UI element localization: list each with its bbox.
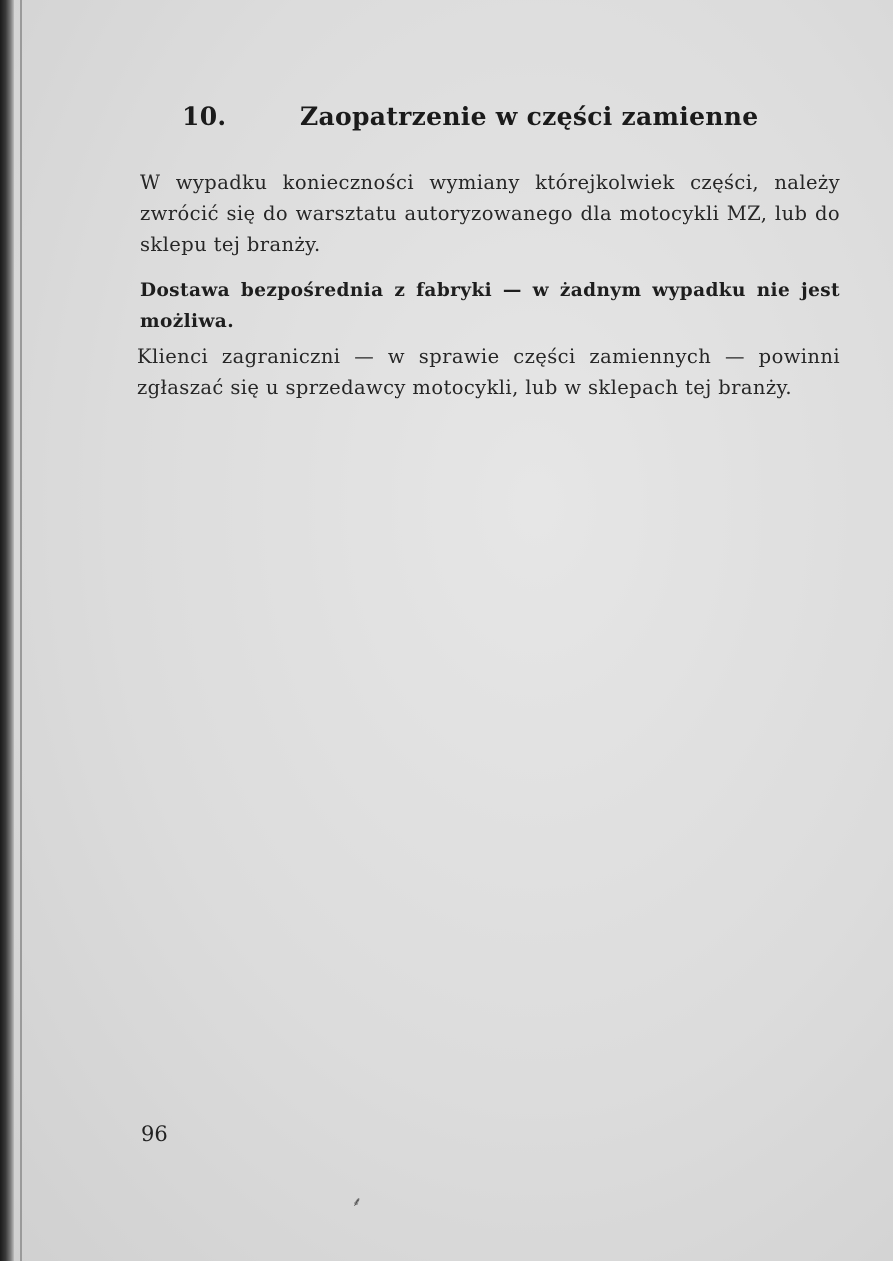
binding-shadow-line	[20, 0, 22, 1261]
paragraph-replacement-parts: W wypadku konieczności wymiany którejkolwiek części, należy zwrócić się do warsztatu autoryzowanego dla motocykli MZ, lub do sklepu tej branży.	[140, 171, 840, 256]
page-number: 96	[141, 1122, 168, 1146]
section-heading	[182, 102, 758, 131]
section-number: 10.	[182, 102, 227, 131]
binding-edge	[0, 0, 14, 1261]
paragraph-factory-delivery: Dostawa bezpośrednia z fabryki — w żadnym wypadku nie jest możliwa.	[140, 280, 840, 332]
paragraph-foreign-clients: Klienci zagraniczni — w sprawie części zamiennych — powinni zgłaszać się u sprzedawcy motocykli, lub w sklepach tej branży.	[137, 345, 840, 399]
section-title: Zaopatrzenie w części zamienne	[300, 102, 759, 131]
print-mark-icon: ⸙	[352, 1195, 362, 1210]
